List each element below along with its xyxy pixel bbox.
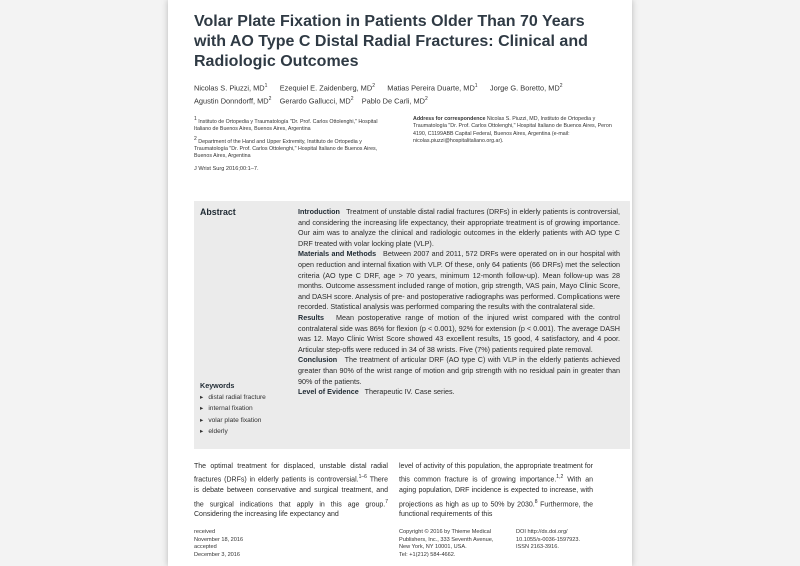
author: Pablo De Carli, MD <box>361 96 425 106</box>
author: Jorge G. Boretto, MD <box>489 83 560 93</box>
author-line-2: Agustin Donndorff, $MD^2$ Gerardo Gallucci, $MD^2$ Pablo De Carli, $MD^2$ <box>194 95 428 106</box>
article-page <box>168 0 632 566</box>
abstract-section: Conclusion The treatment of articular DRF (AO type C) with VLP in the elderly patients achieved greater than 90% of the wrist range of motion and grip strength with no residual pain in greater than 90% of the patients. <box>298 355 620 386</box>
author: Ezequiel E. Zaidenberg, MD <box>279 83 373 93</box>
affiliations <box>194 116 394 163</box>
received-label: received <box>194 529 216 535</box>
abstract-section: Level of Evidence Therapeutic IV. Case series. <box>298 387 455 397</box>
received-accepted-dates <box>194 529 243 559</box>
copyright-notice: Copyright © 2016 by Thieme Medical Publishers, Inc., 333 Seventh Avenue, New York, NY 10001, USA. Tel: +1(212) 584-4662. <box>399 529 494 558</box>
author: Nicolas S. Piuzzi, MD <box>194 83 265 93</box>
received-date: November 18, 2016 <box>194 536 244 543</box>
affiliation: $^2$ Department of the Hand and Upper Extremity, Instituto de Ortopedia y Traumatología "Dr. Prof. Carlos Ottolenghi," Hospital Italiano de Buenos Aires, Buenos Aires, Argentina <box>194 135 378 160</box>
doi-info: DOI http://dx.doi.org/ 10.1055/s-0036-1597923. ISSN 2163-3916. <box>516 529 626 552</box>
affiliation: $^1$ Instituto de Ortopedia y Traumatología "Dr. Prof. Carlos Ottolenghi," Hospital Italiano de Buenos Aires, Buenos Aires, Argentina <box>194 116 378 133</box>
abstract-heading: Abstract <box>200 207 236 217</box>
keywords-list <box>200 392 300 437</box>
journal-reference: J Wrist Surg 2016;00:1–7. <box>194 166 259 172</box>
correspondence-address <box>413 116 623 146</box>
keyword-item: ▸ distal radial fracture <box>200 392 300 403</box>
keyword-item: ▸ internal fixation <box>200 403 300 414</box>
author: Matias Pereira Duarte, MD <box>387 83 475 93</box>
correspondence-text: Nicolas S. Piuzzi, MD, Instituto de Ortopedia y Traumatología "Dr. Prof. Carlos Ottolenghi," Hospital Italiano de Buenos Aires, Peron 4190, C1199ABB Capital Federal, Buenos Aires, Argentina (e-mail: nicolas.piuzzi@hospitalitaliano.org.ar). <box>413 116 612 145</box>
body-column-left: The optimal treatment for displaced, unstable distal radial fractures (DRFs) in elderly patients is controversial.$^{1-6}$ There is debate between conservative and surgical treatment, and the surgical indications that apply in this age group.$^7$ Considering the increasing life expectancy and <box>194 463 389 519</box>
author-list <box>194 81 624 107</box>
abstract-section: Results Mean postoperative range of motion of the injured wrist compared with the control contralateral side was 86% for flexion (p < 0.001), 92% for extension (p < 0.001). The average DASH was 12. Mayo Clinic Wrist Score showed 43 excellent results, 15 good, 4 satisfactory, and 4 poor. Articular step-offs were reduced in 34 of 38 wrists. Five (7%) patients required plate removal. <box>298 312 620 354</box>
keyword-item: ▸ volar plate fixation <box>200 415 300 426</box>
abstract-section: Introduction Treatment of unstable distal radial fractures (DRFs) in elderly patients is controversial, and considering the increasing life expectancy, their appropriate treatment is of growing importance. Our aim was to analyze the clinical and radiologic outcomes in the elderly patients with AO type C DRF treated with volar locking plate (VLP). <box>298 207 620 248</box>
accepted-date: December 3, 2016 <box>194 551 241 558</box>
doi-link[interactable]: DOI http://dx.doi.org/ <box>516 529 568 535</box>
abstract-box <box>194 201 630 449</box>
keyword-item: ▸ elderly <box>200 426 300 437</box>
author: Gerardo Gallucci, MD <box>279 96 351 106</box>
author: Agustin Donndorff, MD <box>194 96 269 106</box>
abstract-body <box>298 207 620 398</box>
keywords-heading: Keywords <box>200 381 235 390</box>
author-line-1: Nicolas S. Piuzzi, $MD^1$ Ezequiel E. Zaidenberg, $MD^2$ Matias Pereira Duarte, $MD^1$ Jorge G. Boretto, $MD^2$ <box>194 83 563 93</box>
article-title: Volar Plate Fixation in Patients Older Than 70 Years with AO Type C Distal Radial Fractures: Clinical and Radiologic Outcomes <box>194 13 588 70</box>
accepted-label: accepted <box>194 544 217 551</box>
body-column-right: level of activity of this population, the appropriate treatment for this common fracture is of growing importance.$^{1,2}$ With an aging population, DRF incidence is expected to increase, with projections as high as up to 50% by 2030.$^8$ Furthermore, the functional requirements of this <box>399 463 593 519</box>
correspondence-label: Address for correspondence <box>413 116 486 122</box>
abstract-section: Materials and Methods Between 2007 and 2011, 572 DRFs were operated on in our hospital with open reduction and internal fixation with VLP. Of these, only 64 patients (66 DRFs) met the selection criteria (AO type C DRF, age > 70 years, minimum 12-month follow-up). Mean follow-up was 28 months. Outcome assessment included range of motion, grip strength, VAS pain, Mayo Clinic Score, and DASH score. Analysis of pre- and postoperative radiographs was performed. Complications were recorded. Statistical analysis was performed comparing the results with the contralateral side. <box>298 249 620 312</box>
